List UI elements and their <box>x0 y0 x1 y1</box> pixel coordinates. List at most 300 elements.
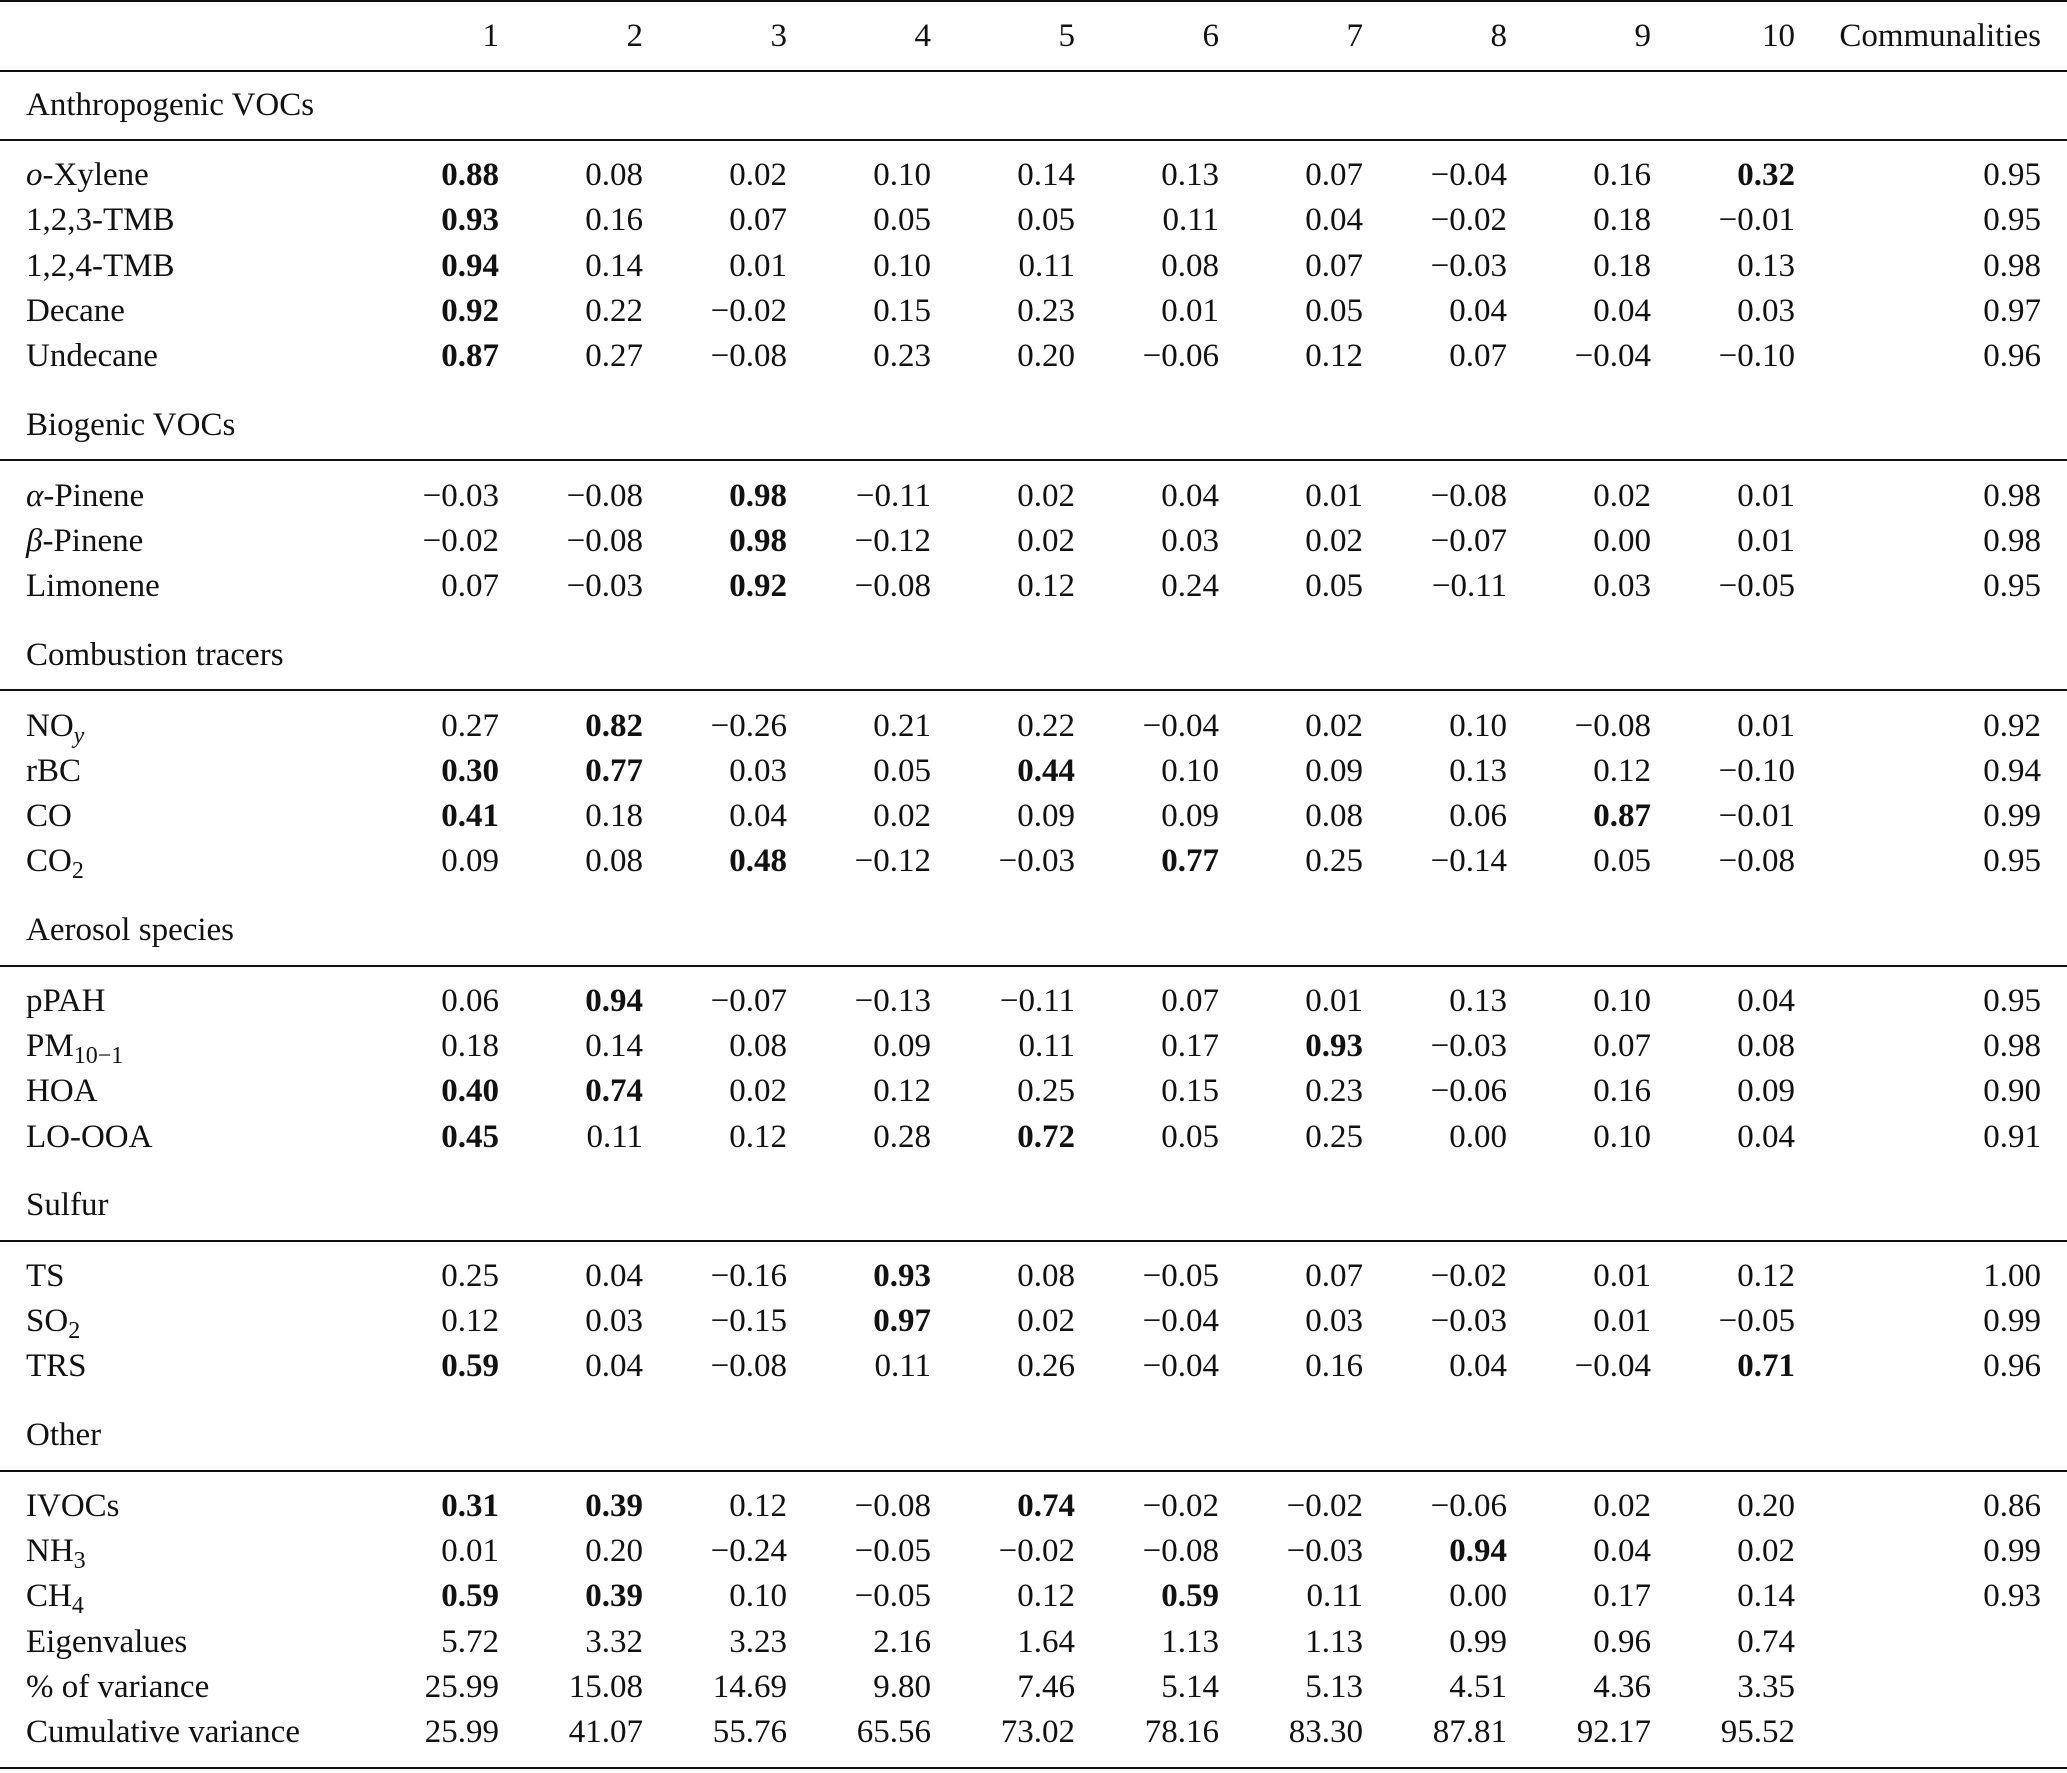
loading-cell: 0.09 <box>441 843 499 880</box>
loading-cell: −0.05 <box>1718 1303 1795 1340</box>
loading-cell: 0.06 <box>1449 798 1507 835</box>
loading-cell: 0.16 <box>1593 1073 1651 1110</box>
loading-cell: 0.48 <box>729 843 787 880</box>
loading-cell: 0.05 <box>1305 293 1363 330</box>
loading-cell: 0.05 <box>873 752 931 789</box>
communality-cell: 0.98 <box>1983 247 2041 284</box>
loading-cell: 0.77 <box>585 752 643 789</box>
loading-cell: 0.88 <box>441 157 499 194</box>
loading-cell: 0.71 <box>1737 1348 1795 1385</box>
loading-cell: −0.08 <box>1430 477 1507 514</box>
loading-cell: 0.01 <box>1305 982 1363 1019</box>
loading-cell: 0.82 <box>585 707 643 744</box>
loading-cell: 0.04 <box>1449 293 1507 330</box>
loading-cell: −0.03 <box>1286 1533 1363 1570</box>
loading-cell: 0.94 <box>441 247 499 284</box>
loading-cell: 0.00 <box>1593 522 1651 559</box>
loading-cell: 0.01 <box>1305 477 1363 514</box>
row-label: IVOCs <box>26 1487 120 1524</box>
communality-cell: 0.95 <box>1983 568 2041 605</box>
loading-cell: 0.18 <box>585 798 643 835</box>
loading-cell: 0.02 <box>1017 522 1075 559</box>
loading-cell: −0.14 <box>1430 843 1507 880</box>
loading-cell: 0.28 <box>873 1118 931 1155</box>
loading-cell: 0.31 <box>441 1487 499 1524</box>
communality-cell <box>1795 1665 2067 1710</box>
loading-cell: −0.16 <box>710 1257 787 1294</box>
table-row <box>0 1710 2067 1768</box>
table-row <box>0 1114 2067 1171</box>
row-label: LO-OOA <box>26 1118 153 1155</box>
loading-cell: 5.72 <box>441 1623 499 1660</box>
loading-cell: 0.03 <box>1161 522 1219 559</box>
header-factor-10: 10 <box>1651 1 1795 71</box>
loading-cell: 0.12 <box>873 1073 931 1110</box>
loading-cell: 0.45 <box>441 1118 499 1155</box>
loading-cell: 2.16 <box>873 1623 931 1660</box>
loading-cell: 0.87 <box>441 338 499 375</box>
loading-cell: 0.26 <box>1017 1348 1075 1385</box>
table-row <box>0 1241 2067 1299</box>
loading-cell: 0.08 <box>729 1028 787 1064</box>
loading-cell: 0.00 <box>1449 1118 1507 1155</box>
loading-cell: 0.04 <box>1737 1118 1795 1155</box>
loading-cell: 0.08 <box>585 157 643 194</box>
loading-cell: 0.11 <box>1162 202 1219 239</box>
group-header-row <box>0 1402 2067 1471</box>
row-label: o-Xylene <box>26 157 149 194</box>
group-header-row <box>0 897 2067 966</box>
loading-cell: 0.18 <box>441 1028 499 1064</box>
communality-cell: 0.96 <box>1983 338 2041 375</box>
loading-cell: 0.02 <box>1593 477 1651 514</box>
loading-cell: 0.12 <box>1017 1578 1075 1615</box>
loading-cell: −0.03 <box>1430 1028 1507 1064</box>
loading-cell: 3.23 <box>729 1623 787 1660</box>
loading-cell: −0.04 <box>1430 157 1507 194</box>
communality-cell: 0.86 <box>1983 1487 2041 1524</box>
loading-cell: 0.12 <box>1593 752 1651 789</box>
loading-cell: −0.01 <box>1718 202 1795 239</box>
loading-cell: 4.51 <box>1449 1668 1507 1705</box>
loading-cell: 0.25 <box>1305 843 1363 880</box>
loading-cell: 0.10 <box>729 1578 787 1615</box>
loading-cell: 0.59 <box>441 1348 499 1385</box>
loading-cell: −0.05 <box>1142 1257 1219 1294</box>
loading-cell: 0.01 <box>1593 1257 1651 1294</box>
loading-cell: 0.25 <box>1305 1118 1363 1155</box>
loading-cell: 0.24 <box>1161 568 1219 605</box>
row-label: Limonene <box>26 568 160 605</box>
loading-cell: 0.15 <box>873 293 931 330</box>
loading-cell: −0.12 <box>854 522 931 559</box>
loading-cell: 0.01 <box>1161 293 1219 330</box>
loading-cell: 0.03 <box>1737 293 1795 330</box>
loading-cell: 0.97 <box>873 1303 931 1340</box>
loading-cell: 0.02 <box>729 157 787 194</box>
loading-cell: 0.11 <box>1018 247 1075 284</box>
table-row <box>0 1574 2067 1619</box>
row-label: rBC <box>26 752 82 789</box>
loading-cell: 0.27 <box>441 707 499 744</box>
loading-cell: 0.03 <box>729 752 787 789</box>
loading-cell: 0.07 <box>1161 982 1219 1019</box>
loading-cell: 0.39 <box>585 1487 643 1524</box>
table-row <box>0 460 2067 518</box>
loading-cell: 0.10 <box>1593 1118 1651 1155</box>
loading-cell: 0.05 <box>873 202 931 239</box>
loading-cell: 0.05 <box>1305 568 1363 605</box>
loading-cell: 4.36 <box>1593 1668 1651 1705</box>
loading-cell: 0.27 <box>585 338 643 375</box>
loading-cell: 0.07 <box>1305 157 1363 194</box>
header-factor-9: 9 <box>1507 1 1651 71</box>
header-factor-5: 5 <box>931 1 1075 71</box>
loading-cell: 0.00 <box>1449 1578 1507 1615</box>
loading-cell: 0.07 <box>1305 247 1363 284</box>
loading-cell: 0.10 <box>1593 982 1651 1019</box>
loading-cell: 0.02 <box>1017 477 1075 514</box>
loading-cell: 0.01 <box>441 1533 499 1570</box>
loading-cell: −0.10 <box>1718 752 1795 789</box>
loading-cell: −0.08 <box>1142 1533 1219 1570</box>
loading-cell: 25.99 <box>355 1710 499 1768</box>
loading-cell: 0.04 <box>1593 1533 1651 1570</box>
loading-cell: 0.18 <box>1593 247 1651 284</box>
loading-cell: 9.80 <box>873 1668 931 1705</box>
loading-cell: −0.08 <box>1718 843 1795 880</box>
group-title: Aerosol species <box>0 897 2067 966</box>
loading-cell: −0.05 <box>1718 568 1795 605</box>
loading-cell: 0.04 <box>1449 1348 1507 1385</box>
row-label: Decane <box>26 293 125 330</box>
loading-cell: 0.12 <box>441 1303 499 1340</box>
loading-cell: −0.11 <box>1431 568 1507 605</box>
loading-cell: −0.05 <box>854 1578 931 1615</box>
group-title: Other <box>0 1402 2067 1471</box>
row-label: Undecane <box>26 338 158 375</box>
row-label: CO <box>26 798 72 835</box>
loading-cell: 0.12 <box>1737 1257 1795 1294</box>
loading-cell: 0.15 <box>1161 1073 1219 1110</box>
loading-cell: 0.08 <box>1737 1028 1795 1064</box>
loading-cell: 15.08 <box>568 1668 643 1705</box>
loading-cell: 0.98 <box>729 477 787 514</box>
loading-cell: 0.14 <box>1737 1578 1795 1615</box>
loading-cell: 25.99 <box>424 1668 499 1705</box>
loading-cell: 0.12 <box>1017 568 1075 605</box>
loading-cell: 0.14 <box>585 1028 643 1064</box>
table-row <box>0 749 2067 794</box>
loading-cell: 0.39 <box>585 1578 643 1615</box>
header-row <box>0 1 2067 71</box>
table-row <box>0 1620 2067 1665</box>
loading-cell: 0.10 <box>1449 707 1507 744</box>
table-row <box>0 334 2067 391</box>
loading-cell: 0.11 <box>1018 1028 1075 1064</box>
loading-cell: 0.08 <box>1161 247 1219 284</box>
row-label: TRS <box>26 1348 87 1385</box>
loading-cell: 1.64 <box>1017 1623 1075 1660</box>
loading-cell: 78.16 <box>1075 1710 1219 1768</box>
row-label: $CO_2$ <box>26 843 84 885</box>
loading-cell: 0.96 <box>1593 1623 1651 1660</box>
header-factor-7: 7 <box>1219 1 1363 71</box>
communality-cell: 0.93 <box>1983 1578 2041 1615</box>
loading-cell: 0.11 <box>874 1348 931 1385</box>
loading-cell: 5.13 <box>1305 1668 1363 1705</box>
loading-cell: 0.09 <box>1161 798 1219 835</box>
communality-cell: 1.00 <box>1983 1257 2041 1294</box>
loading-cell: −0.13 <box>854 982 931 1019</box>
row-label: HOA <box>26 1073 98 1110</box>
row-label: β-Pinene <box>26 522 144 559</box>
loading-cell: 0.04 <box>1305 202 1363 239</box>
communality-cell: 0.98 <box>1983 477 2041 514</box>
group-header-row <box>0 1172 2067 1241</box>
loading-cell: −0.03 <box>1430 1303 1507 1340</box>
loading-cell: 0.18 <box>1593 202 1651 239</box>
loading-cell: 95.52 <box>1651 1710 1795 1768</box>
loading-cell: −0.03 <box>422 477 499 514</box>
loading-cell: 92.17 <box>1507 1710 1651 1768</box>
loading-cell: 0.10 <box>873 157 931 194</box>
group-title: Biogenic VOCs <box>0 391 2067 460</box>
loading-cell: −0.04 <box>1142 1303 1219 1340</box>
row-label: α-Pinene <box>26 477 145 514</box>
loading-cell: 0.07 <box>1593 1028 1651 1064</box>
loading-cell: −0.02 <box>1430 202 1507 239</box>
row-label: $CH_4$ <box>26 1578 84 1620</box>
loading-cell: 0.09 <box>1305 752 1363 789</box>
communality-cell: 0.99 <box>1983 1303 2041 1340</box>
loading-cell: 0.20 <box>585 1533 643 1570</box>
loading-cell: −0.02 <box>710 293 787 330</box>
loading-cell: 0.04 <box>1593 293 1651 330</box>
header-factor-8: 8 <box>1363 1 1507 71</box>
table-body <box>0 71 2067 1768</box>
loading-cell: −0.08 <box>566 522 643 559</box>
loading-cell: 0.22 <box>1017 707 1075 744</box>
row-label: 1,2,4-TMB <box>26 247 175 284</box>
loading-cell: 55.76 <box>643 1710 787 1768</box>
loading-cell: 0.02 <box>1305 707 1363 744</box>
loading-cell: 0.11 <box>1306 1578 1363 1615</box>
loading-cell: −0.04 <box>1142 707 1219 744</box>
row-label: $SO_2$ <box>26 1303 81 1345</box>
loading-cell: −0.07 <box>1430 522 1507 559</box>
communality-cell: 0.94 <box>1983 752 2041 789</box>
loading-cell: 0.06 <box>441 982 499 1019</box>
loading-cell: 0.41 <box>441 798 499 835</box>
loading-cell: 0.05 <box>1017 202 1075 239</box>
loading-cell: 0.94 <box>1449 1533 1507 1570</box>
loading-cell: 0.08 <box>1305 798 1363 835</box>
loading-cell: −0.02 <box>1430 1257 1507 1294</box>
loading-cell: 0.74 <box>1737 1623 1795 1660</box>
table-row <box>0 244 2067 289</box>
loading-cell: 0.01 <box>1737 522 1795 559</box>
group-title: Anthropogenic VOCs <box>0 71 2067 140</box>
loading-cell: 0.13 <box>1449 752 1507 789</box>
loading-cell: −0.08 <box>710 338 787 375</box>
loading-cell: 0.22 <box>585 293 643 330</box>
loading-cell: 0.23 <box>873 338 931 375</box>
table-row <box>0 966 2067 1024</box>
loading-cell: 0.77 <box>1161 843 1219 880</box>
loading-cell: 0.14 <box>1017 157 1075 194</box>
loading-cell: −0.04 <box>1574 1348 1651 1385</box>
communality-cell: 0.98 <box>1983 1028 2041 1064</box>
loading-cell: −0.08 <box>710 1348 787 1385</box>
loading-cell: 0.08 <box>585 843 643 880</box>
table-row <box>0 1529 2067 1574</box>
row-label: TS <box>26 1257 65 1294</box>
header-communalities: Communalities <box>1795 1 2067 71</box>
loading-cell: 0.16 <box>1593 157 1651 194</box>
header-factor-3: 3 <box>643 1 787 71</box>
communality-cell <box>1795 1710 2067 1768</box>
communality-cell: 0.96 <box>1983 1348 2041 1385</box>
loading-cell: 0.40 <box>441 1073 499 1110</box>
loading-cell: 1.13 <box>1161 1623 1219 1660</box>
loading-cell: −0.08 <box>854 568 931 605</box>
loading-cell: 0.92 <box>729 568 787 605</box>
loading-cell: 0.02 <box>1017 1303 1075 1340</box>
table-row <box>0 839 2067 896</box>
loading-cell: 0.12 <box>1305 338 1363 375</box>
row-label: pPAH <box>26 982 106 1019</box>
group-title: Sulfur <box>0 1172 2067 1241</box>
loading-cell: 14.69 <box>712 1668 787 1705</box>
communality-cell: 0.91 <box>1983 1118 2041 1155</box>
loading-cell: 0.09 <box>873 1028 931 1064</box>
loading-cell: 1.13 <box>1305 1623 1363 1660</box>
loading-cell: 0.05 <box>1593 843 1651 880</box>
loading-cell: 0.74 <box>1017 1487 1075 1524</box>
communality-cell: 0.95 <box>1983 843 2041 880</box>
loading-cell: 0.04 <box>1737 982 1795 1019</box>
loading-cell: 7.46 <box>1017 1668 1075 1705</box>
loading-cell: −0.02 <box>998 1533 1075 1570</box>
loading-cell: 0.92 <box>441 293 499 330</box>
loading-cell: 0.21 <box>873 707 931 744</box>
loading-cell: −0.05 <box>854 1533 931 1570</box>
loading-cell: 0.20 <box>1737 1487 1795 1524</box>
loading-cell: 0.98 <box>729 522 787 559</box>
table-row <box>0 1299 2067 1344</box>
header-factor-4: 4 <box>787 1 931 71</box>
loading-cell: −0.04 <box>1142 1348 1219 1385</box>
loading-cell: 0.17 <box>1161 1028 1219 1064</box>
table-row <box>0 1024 2067 1069</box>
loading-cell: −0.02 <box>1142 1487 1219 1524</box>
loading-cell: 83.30 <box>1219 1710 1363 1768</box>
row-label: $NH_3$ <box>26 1533 86 1575</box>
loading-cell: −0.06 <box>1430 1487 1507 1524</box>
loading-cell: 87.81 <box>1363 1710 1507 1768</box>
loading-cell: 0.02 <box>1593 1487 1651 1524</box>
loading-cell: 0.23 <box>1017 293 1075 330</box>
loading-cell: 0.07 <box>441 568 499 605</box>
loading-cell: −0.01 <box>1718 798 1795 835</box>
communality-cell <box>1795 1620 2067 1665</box>
loading-cell: 0.07 <box>1305 1257 1363 1294</box>
communality-cell: 0.95 <box>1983 157 2041 194</box>
loading-cell: 0.07 <box>729 202 787 239</box>
table-row <box>0 140 2067 198</box>
loading-cell: −0.08 <box>1574 707 1651 744</box>
table-row <box>0 794 2067 839</box>
loading-cell: 0.12 <box>729 1487 787 1524</box>
row-label: Eigenvalues <box>26 1623 188 1660</box>
loading-cell: −0.03 <box>1430 247 1507 284</box>
table-row <box>0 519 2067 564</box>
loading-cell: 0.02 <box>1305 522 1363 559</box>
loading-cell: 0.72 <box>1017 1118 1075 1155</box>
loading-cell: 0.04 <box>585 1348 643 1385</box>
loading-cell: 0.04 <box>1161 477 1219 514</box>
loading-cell: 0.01 <box>729 247 787 284</box>
loading-cell: 0.10 <box>873 247 931 284</box>
loading-cell: −0.02 <box>1286 1487 1363 1524</box>
loading-cell: 0.03 <box>585 1303 643 1340</box>
table-row <box>0 289 2067 334</box>
loading-cell: 0.44 <box>1017 752 1075 789</box>
loading-cell: 0.09 <box>1737 1073 1795 1110</box>
loading-cell: −0.04 <box>1574 338 1651 375</box>
loading-cell: 0.17 <box>1593 1578 1651 1615</box>
loading-cell: 0.87 <box>1593 798 1651 835</box>
communality-cell: 0.90 <box>1983 1073 2041 1110</box>
loading-cell: 0.04 <box>585 1257 643 1294</box>
loading-cell: 0.16 <box>585 202 643 239</box>
loading-cell: 0.59 <box>1161 1578 1219 1615</box>
loading-cell: −0.03 <box>998 843 1075 880</box>
loading-cell: 0.02 <box>1737 1533 1795 1570</box>
loading-cell: 0.32 <box>1737 157 1795 194</box>
loading-cell: 0.07 <box>1449 338 1507 375</box>
loading-cell: −0.11 <box>999 982 1075 1019</box>
table-row <box>0 690 2067 748</box>
loading-cell: 0.94 <box>585 982 643 1019</box>
loading-cell: −0.02 <box>422 522 499 559</box>
loading-cell: 0.02 <box>873 798 931 835</box>
row-label: $NO_y$ <box>26 707 85 749</box>
communality-cell: 0.97 <box>1983 293 2041 330</box>
row-label: $PM_{10-1}$ <box>26 1028 124 1069</box>
loading-cell: −0.08 <box>854 1487 931 1524</box>
loading-cell: 0.74 <box>585 1073 643 1110</box>
loading-cell: 0.93 <box>441 202 499 239</box>
loading-cell: 0.25 <box>441 1257 499 1294</box>
loading-cell: 0.14 <box>585 247 643 284</box>
loading-cell: 0.16 <box>1305 1348 1363 1385</box>
loading-cell: 0.93 <box>873 1257 931 1294</box>
loading-cell: 0.02 <box>729 1073 787 1110</box>
loading-cell: 0.13 <box>1737 247 1795 284</box>
communality-cell: 0.92 <box>1983 707 2041 744</box>
loading-cell: 0.03 <box>1305 1303 1363 1340</box>
loading-cell: 0.23 <box>1305 1073 1363 1110</box>
loading-cell: 0.05 <box>1161 1118 1219 1155</box>
loading-cell: 5.14 <box>1161 1668 1219 1705</box>
loading-cell: 0.93 <box>1305 1028 1363 1064</box>
loading-cell: −0.24 <box>710 1533 787 1570</box>
communality-cell: 0.99 <box>1983 1533 2041 1570</box>
header-factor-1: 1 <box>355 1 499 71</box>
loading-cell: 65.56 <box>787 1710 931 1768</box>
